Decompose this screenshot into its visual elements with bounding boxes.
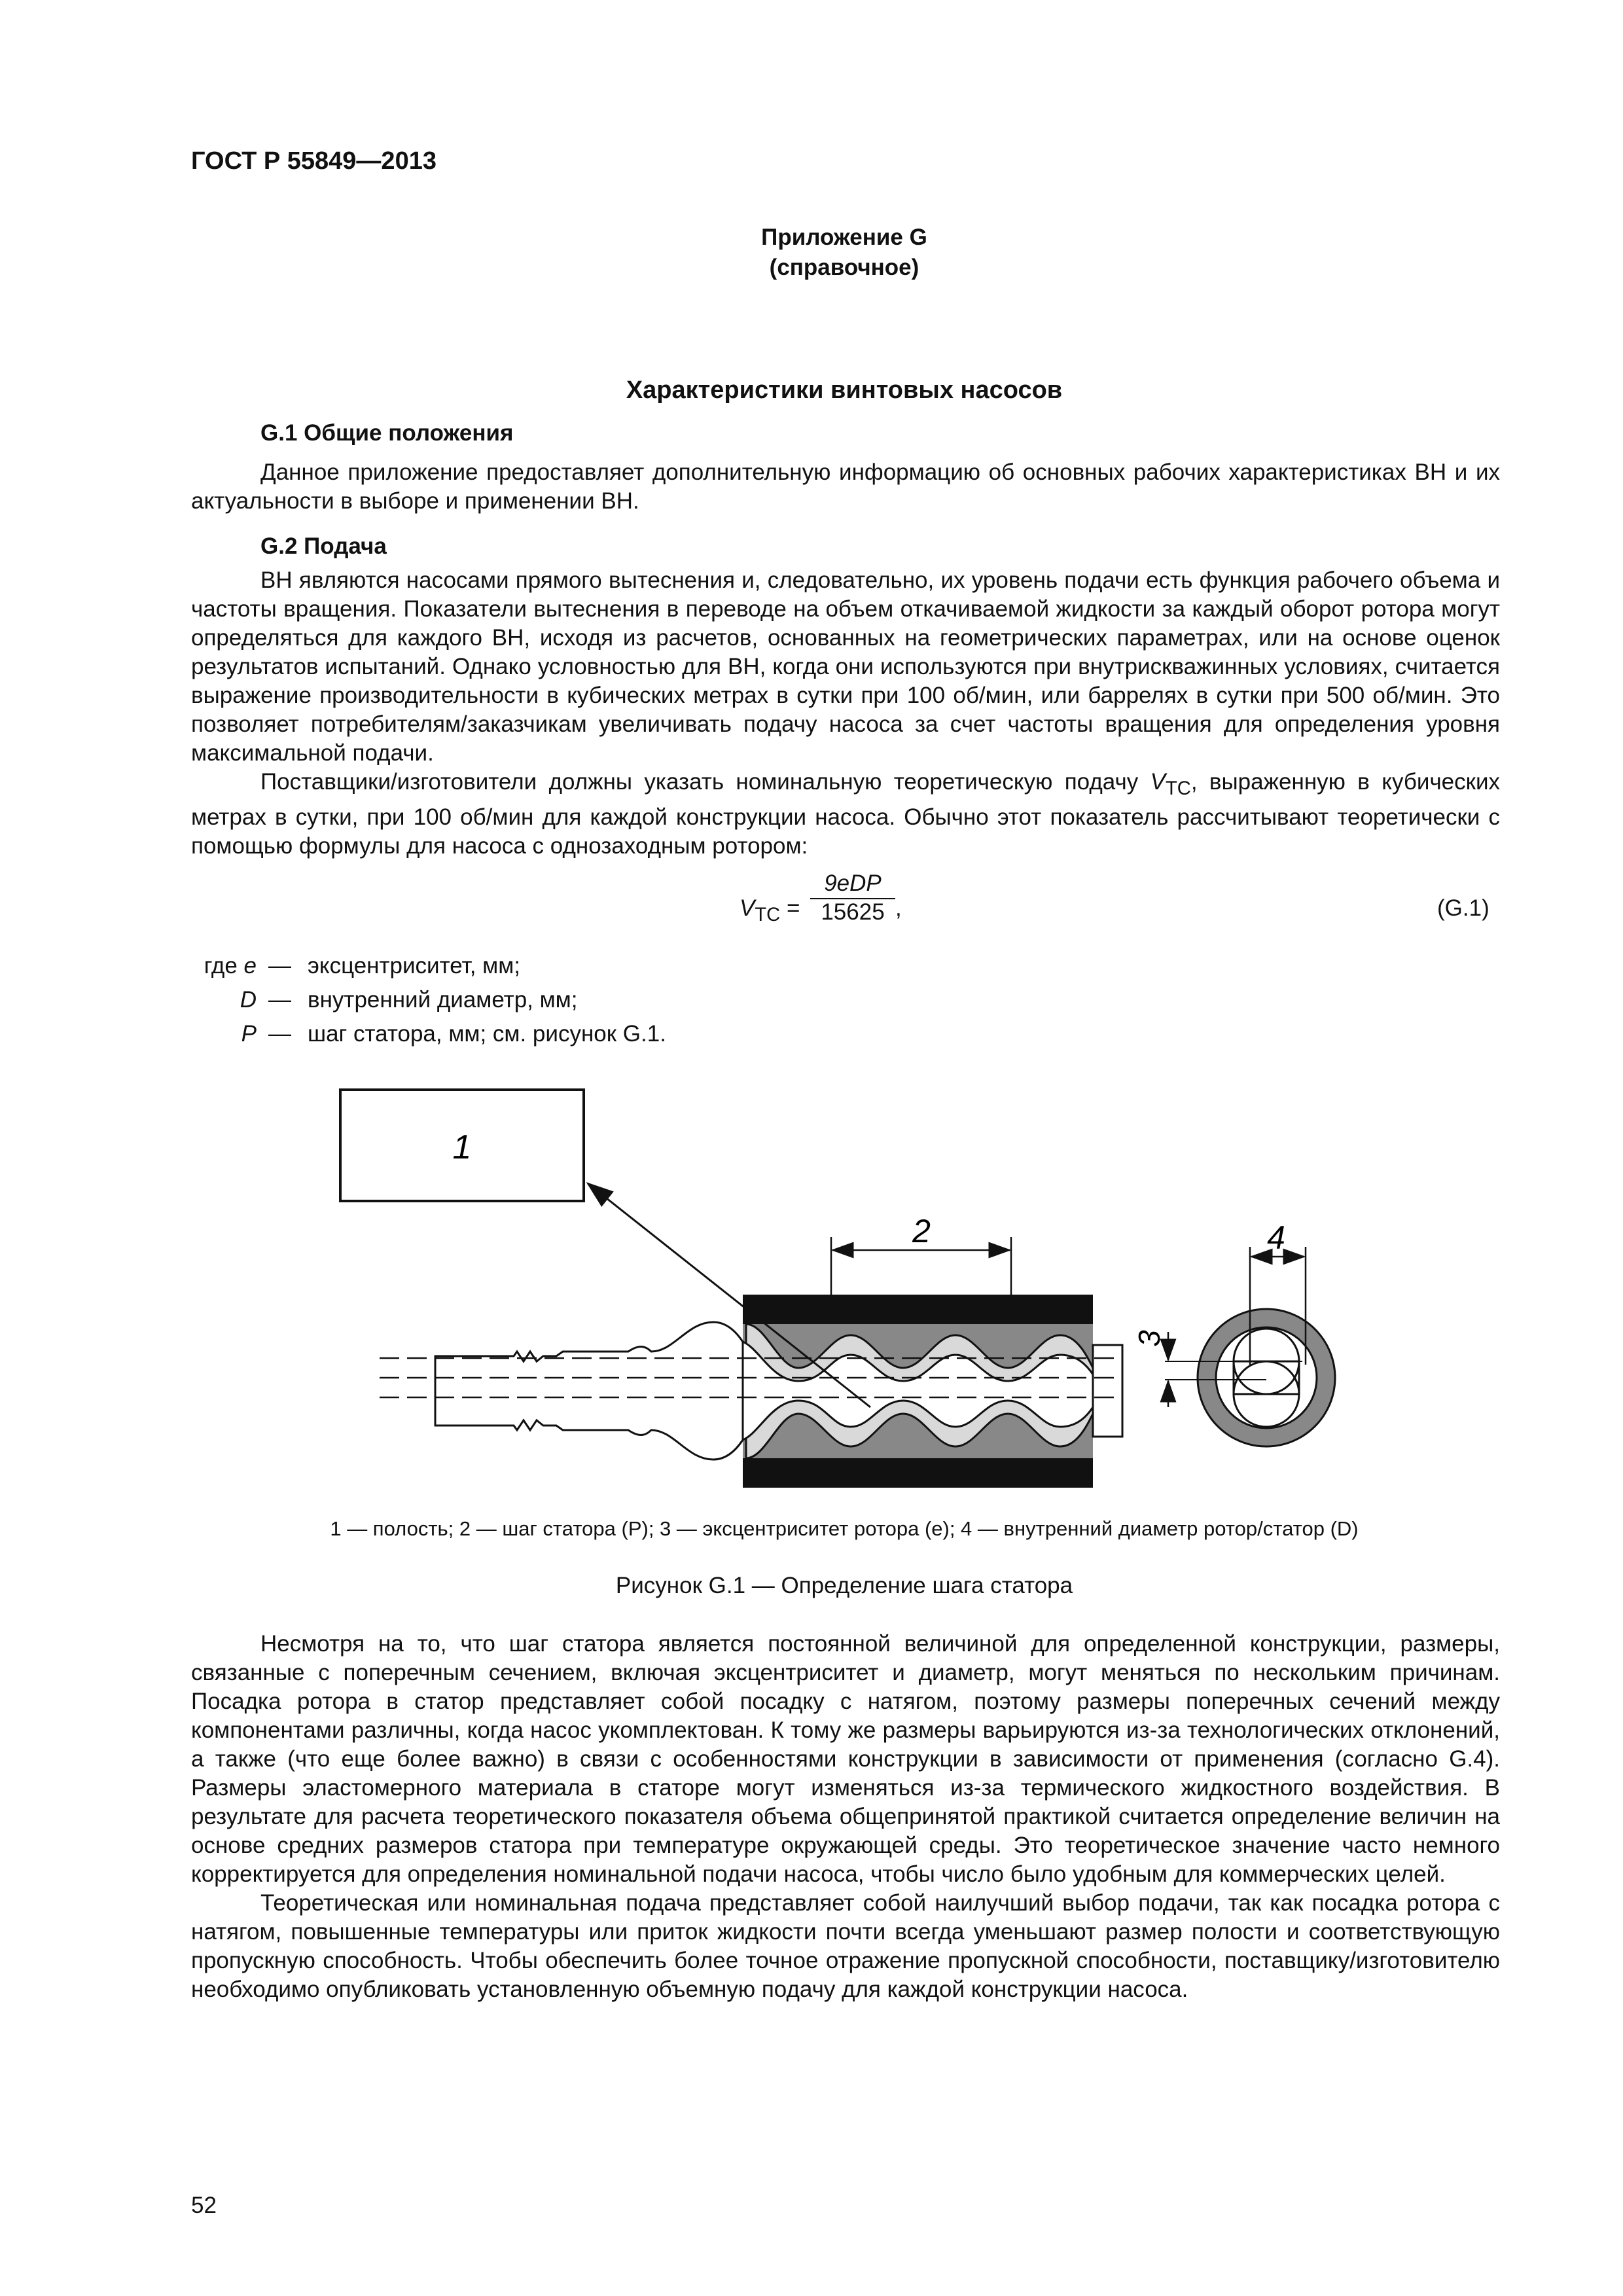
label-2: 2 (912, 1213, 931, 1249)
where-dash: — (268, 953, 291, 978)
formula-subscript: TC (755, 905, 781, 925)
page-number: 52 (191, 2193, 217, 2218)
formula-denominator: 15625 (821, 899, 885, 925)
paragraph: Теоретическая или номинальная подача представляет собой наилучший выбор подачи, так как посадка ротора с натягом, повышенные температуры или приток жидкости почти всегда уменьшают размер полости и соответствующую пропускную способность. Чтобы обеспечить более точное отражение пропускной способности, поставщику/изготовителю необходимо опубликовать установленную объемную подачу для каждой конструкции насоса. (191, 1890, 1500, 2002)
figure-legend: 1 — полость; 2 — шаг статора (P); 3 — эксцентриситет ротора (e); 4 — внутренний диаметр ротор/статор (D) (330, 1517, 1359, 1540)
figure-caption: Рисунок G.1 — Определение шага статора (615, 1573, 1073, 1598)
label-3: 3 (1132, 1330, 1166, 1347)
annex-status: (справочное) (769, 255, 919, 280)
where-symbol: где e (204, 953, 257, 978)
label-4: 4 (1267, 1219, 1285, 1256)
symbol: V (1150, 769, 1166, 795)
where-desc: шаг статора, мм; см. рисунок G.1. (308, 1021, 666, 1047)
subscript: TC (1165, 778, 1191, 799)
section-heading-g1: G.1 Общие положения (260, 420, 514, 446)
paragraph-part: , выраженную в кубических метрах в сутки, при 100 об/мин для каждой конструкции насоса. Обычно этот показатель рассчитывают теоретически с помощью формулы для насоса с однозаходным ротором: (191, 769, 1501, 859)
formula-comma: , (895, 895, 902, 921)
body-text-after-figure (191, 1630, 1500, 2004)
equals-sign: = (786, 895, 800, 921)
rotor-shaft (435, 1322, 743, 1460)
formula-symbol: V (740, 895, 755, 921)
formula-number: (G.1) (1437, 895, 1489, 921)
where-desc: внутренний диаметр, мм; (308, 987, 578, 1013)
document-id: ГОСТ Р 55849—2013 (191, 147, 437, 175)
formula-numerator: 9eDP (810, 870, 895, 899)
cross-section-bore (1216, 1327, 1317, 1428)
paragraph: Данное приложение предоставляет дополнительную информацию об основных рабочих характеристиках ВН и их актуальности в выборе и применении ВН. (191, 459, 1500, 514)
annex-title: Характеристики винтовых насосов (626, 376, 1063, 404)
paragraph-part: Поставщики/изготовители должны указать номинальную теоретическую подачу (260, 769, 1150, 795)
where-dash: — (268, 1021, 291, 1047)
stator-housing-bottom (743, 1458, 1093, 1488)
annex-label: Приложение G (761, 224, 927, 250)
label-1: 1 (452, 1128, 472, 1166)
paragraph: ВН являются насосами прямого вытеснения и, следовательно, их уровень подачи есть функция рабочего объема и частоты вращения. Показатели вытеснения в переводе на объем откачиваемой жидкости за каждый оборот ротора могут определяться для каждого ВН, исходя из расчетов, основанных на геометрических параметрах, или на основе оценок результатов испытаний. Однако условностью для ВН, когда они используются при внутрискважинных условиях, считается выражение производительности в кубических метрах в сутки при 100 об/мин, или баррелях в сутки при 500 об/мин. Это позволяет потребителям/заказчикам увеличивать подачу насоса за счет частоты вращения для определения уровня максимальной подачи. (191, 567, 1500, 766)
stator-housing-top (743, 1295, 1093, 1324)
paragraph: Несмотря на то, что шаг статора является постоянной величиной для определенной конструкции, размеры, связанные с поперечным сечением, включая эксцентриситет и диаметр, могут меняться по нескольким причинам. Посадка ротора в статор представляет собой посадку с натягом, поэтому размеры поперечных сечений между компонентами различны, когда насос укомплектован. К тому же размеры варьируются из-за технологических отклонений, а также (что еще более важно) в связи с особенностями конструкции в зависимости от применения (согласно G.4). Размеры эластомерного материала в статоре могут изменяться из-за термического жидкостного воздействия. В результате для расчета теоретического показателя объема общепринятой практикой считается определение величин на основе средних размеров статора при температуре окружающей среды. Это теоретическое значение часто немного корректируется для определения номинальной подачи насоса, чтобы число было удобным для коммерческих целей. (191, 1631, 1500, 1887)
where-desc: эксцентриситет, мм; (308, 953, 520, 978)
where-dash: — (268, 987, 291, 1013)
section-heading-g2: G.2 Подача (260, 533, 387, 559)
where-symbol: D (240, 987, 257, 1013)
where-symbol: P (241, 1021, 257, 1047)
